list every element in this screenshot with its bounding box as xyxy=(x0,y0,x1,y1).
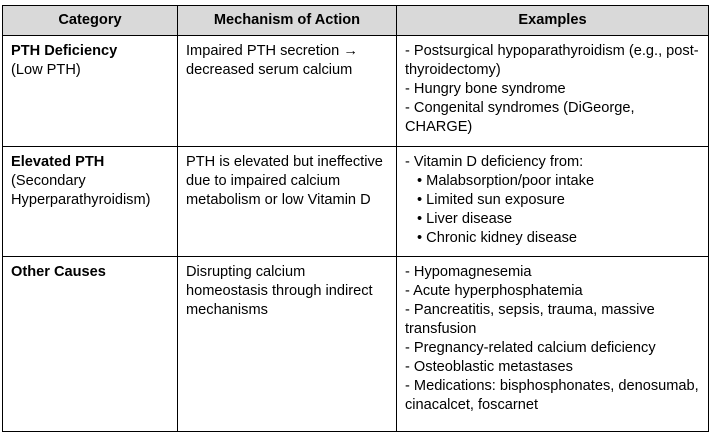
example-item: - Pancreatitis, sepsis, trauma, massive transfusion xyxy=(405,302,655,337)
hypocalcemia-causes-table xyxy=(2,5,709,432)
examples-cell xyxy=(397,147,709,257)
category-name: PTH Deficiency xyxy=(11,43,118,59)
example-subitem: • Limited sun exposure xyxy=(417,192,565,208)
table-row-other-causes xyxy=(3,257,709,432)
table-row-pth-deficiency xyxy=(3,36,709,147)
header-examples: Examples xyxy=(397,6,709,36)
table-header-row xyxy=(3,6,709,36)
example-item: - Hypomagnesemia xyxy=(405,264,532,280)
example-item: - Osteoblastic metastases xyxy=(405,359,573,375)
category-name: Other Causes xyxy=(11,264,106,280)
table-row-elevated-pth xyxy=(3,147,709,257)
examples-cell xyxy=(397,257,709,432)
example-subitem: • Liver disease xyxy=(417,211,513,227)
example-item: - Vitamin D deficiency from: xyxy=(405,154,584,170)
mechanism-cell: Disrupting calcium homeostasis through indirect mechanisms xyxy=(178,257,397,432)
example-subitem: • Chronic kidney disease xyxy=(417,230,578,246)
category-subtitle: (Secondary Hyperparathyroidism) xyxy=(11,173,151,208)
header-category: Category xyxy=(3,6,178,36)
example-item: - Congenital syndromes (DiGeorge, CHARGE) xyxy=(405,100,635,135)
example-item: - Acute hyperphosphatemia xyxy=(405,283,583,299)
header-mechanism: Mechanism of Action xyxy=(178,6,397,36)
examples-cell xyxy=(397,36,709,147)
example-item: - Postsurgical hypoparathyroidism (e.g., post-thyroidectomy) xyxy=(405,43,699,78)
category-cell xyxy=(3,36,178,147)
category-name: Elevated PTH xyxy=(11,154,105,170)
mechanism-cell: Impaired PTH secretion → decreased serum calcium xyxy=(178,36,397,147)
category-subtitle: (Low PTH) xyxy=(11,62,81,78)
example-item: - Hungry bone syndrome xyxy=(405,81,566,97)
category-cell xyxy=(3,147,178,257)
example-item: - Pregnancy-related calcium deficiency xyxy=(405,340,656,356)
example-subitem: • Malabsorption/poor intake xyxy=(417,173,595,189)
example-item: - Medications: bisphosphonates, denosumab, cinacalcet, foscarnet xyxy=(405,378,699,413)
category-cell xyxy=(3,257,178,432)
mechanism-cell: PTH is elevated but ineffective due to impaired calcium metabolism or low Vitamin D xyxy=(178,147,397,257)
